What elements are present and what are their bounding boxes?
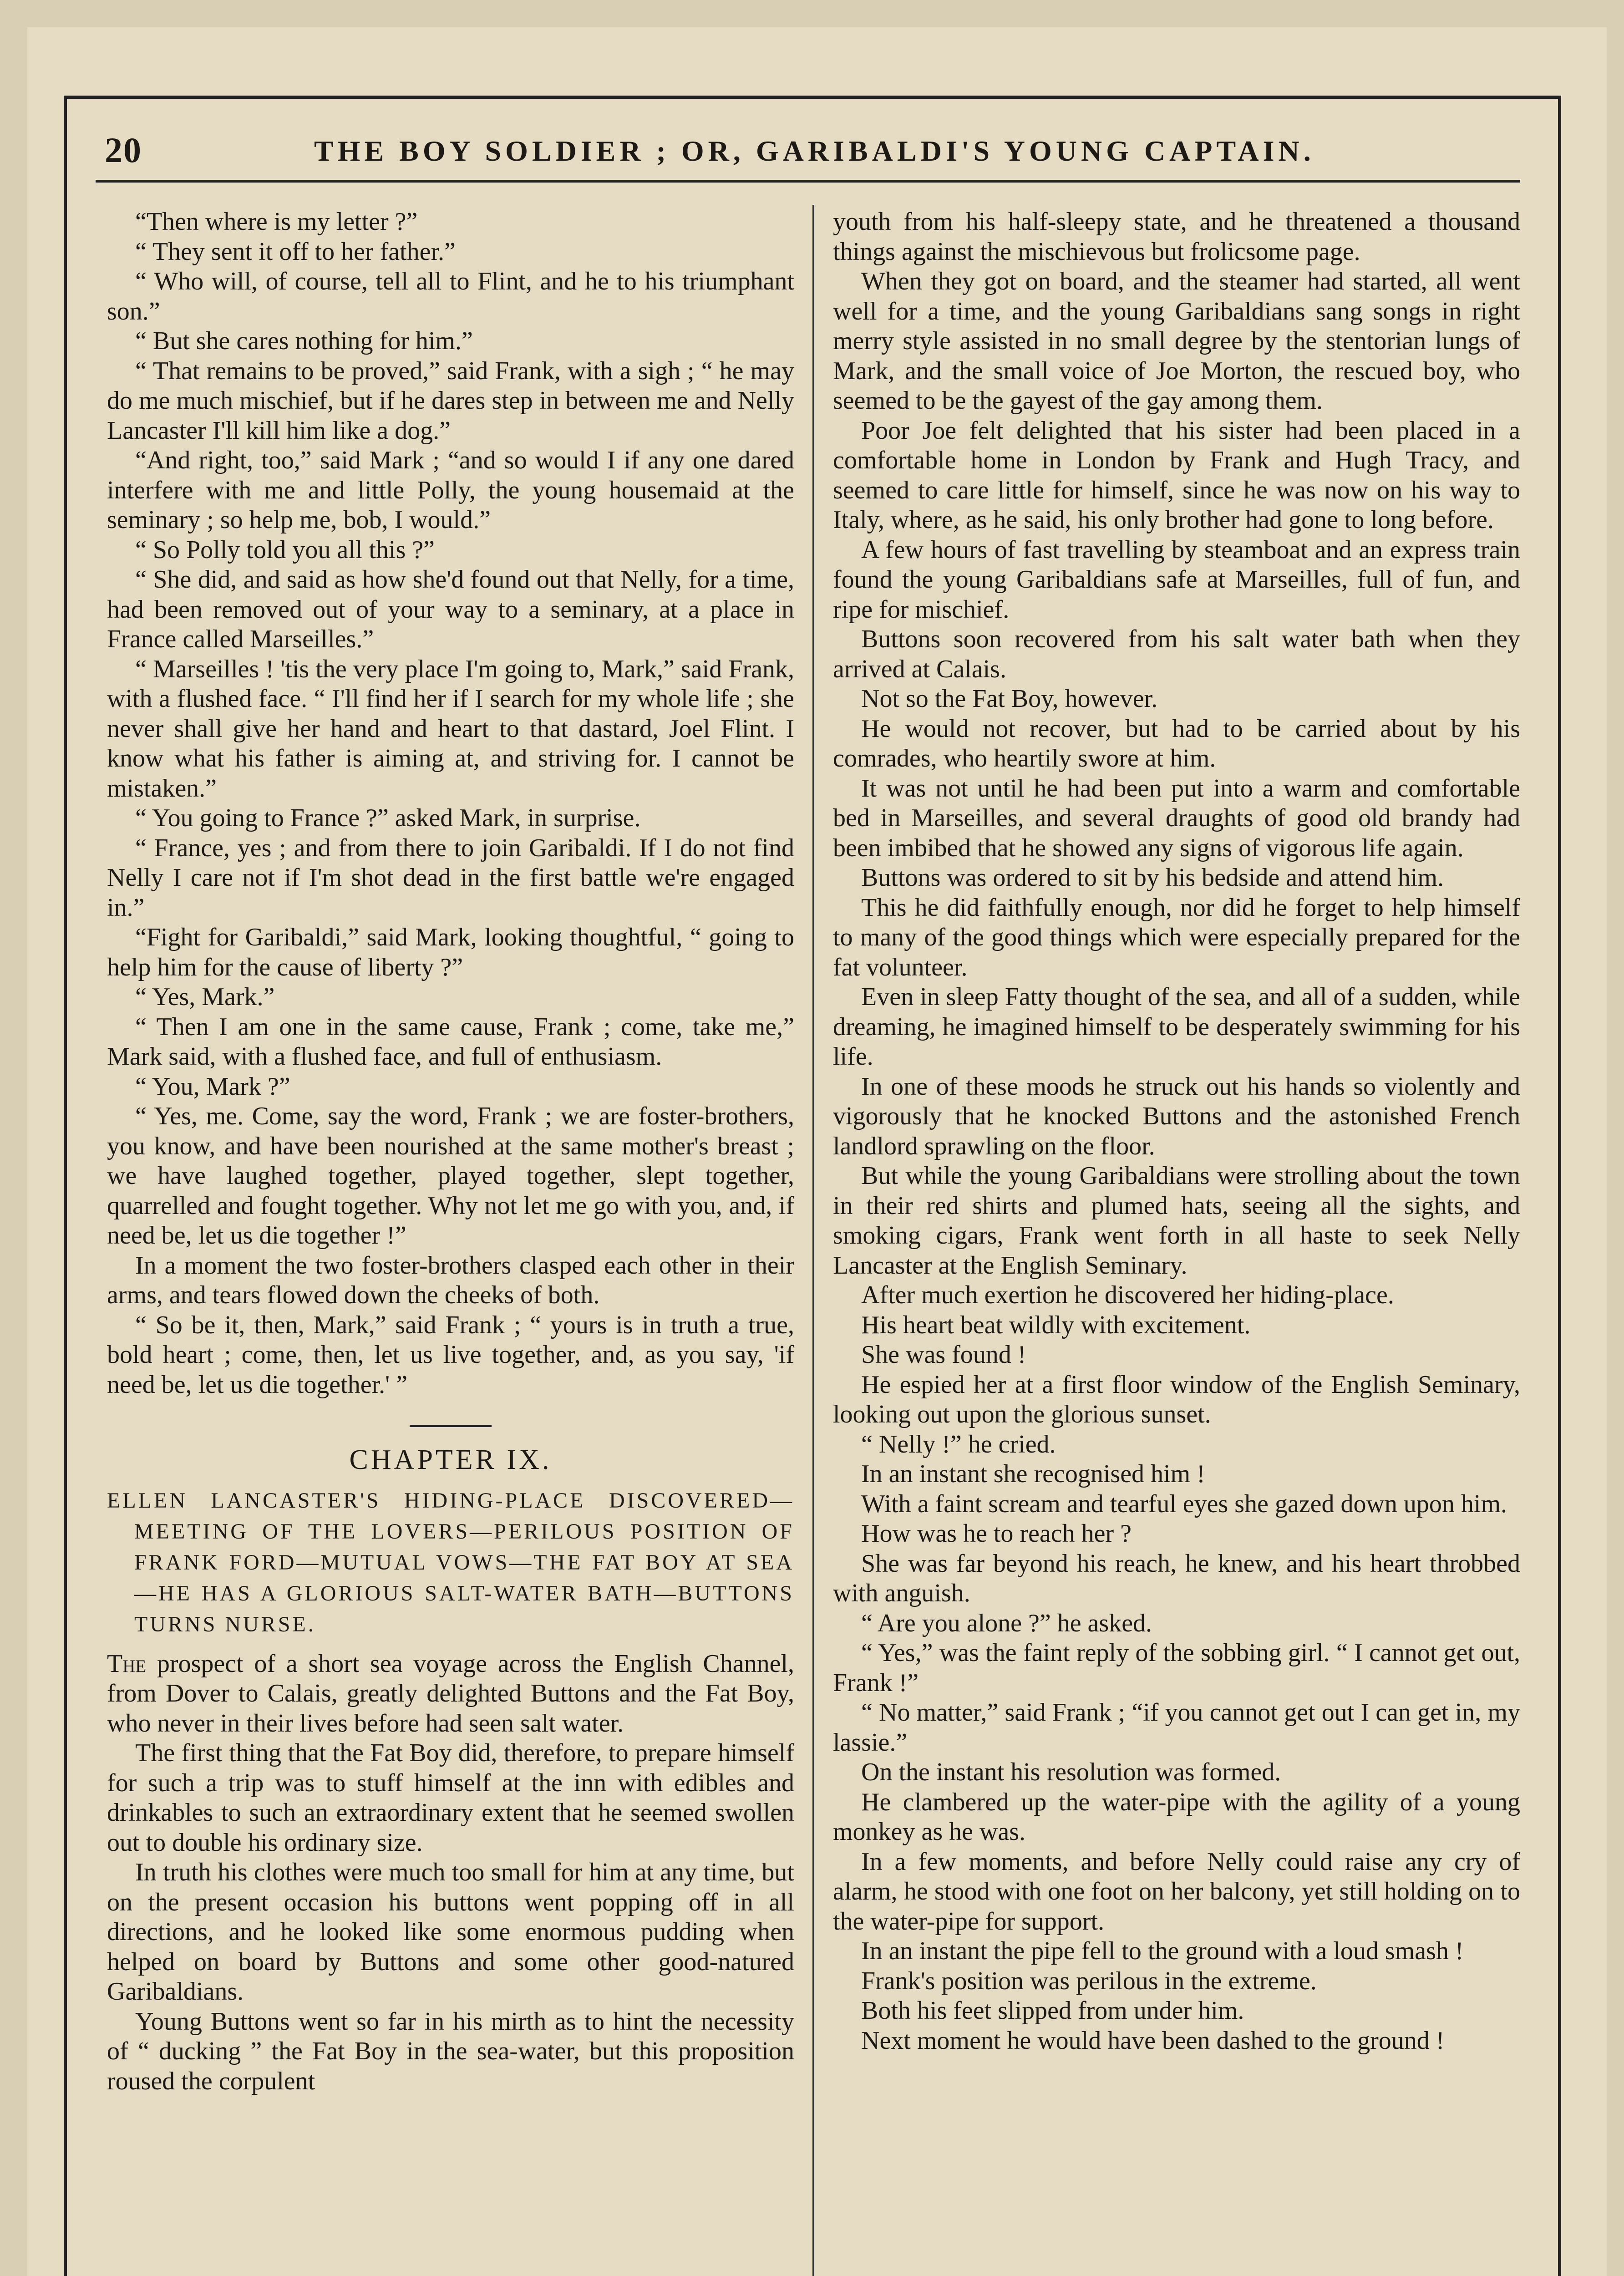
chapter-opening-text: prospect of a short sea voyage across the English Channel, from Dover to Calais, greatly delighted Buttons and the Fat Boy, who never in their lives before had seen salt water. — [107, 1649, 794, 1737]
paragraph: When they got on board, and the steamer had started, all went well for a time, and the young Garibaldians sang songs in right merry style assisted in no small degree by the stentorian lungs of Mark, and the small voice of Joe Morton, the rescued boy, who seemed to be the gayest of the gay among them. — [833, 267, 1520, 415]
paragraph: “ No matter,” said Frank ; “if you cannot get out I can get in, my lassie.” — [833, 1698, 1520, 1757]
right-column — [833, 207, 1520, 2056]
running-title: THE BOY SOLDIER ; OR, GARIBALDI'S YOUNG CAPTAIN. — [314, 135, 1315, 167]
paragraph: Buttons soon recovered from his salt water bath when they arrived at Calais. — [833, 625, 1520, 683]
paragraph: In a moment the two foster-brothers clasped each other in their arms, and tears flowed down the cheeks of both. — [107, 1251, 794, 1309]
chapter-opening-word: The — [107, 1649, 147, 1678]
header-rule — [96, 180, 1520, 183]
paragraph: A few hours of fast travelling by steamboat and an express train found the young Garibaldians safe at Marseilles, full of fun, and ripe for mischief. — [833, 535, 1520, 624]
chapter-synopsis: ELLEN LANCASTER'S HIDING-PLACE DISCOVERED—MEETING OF THE LOVERS—PERILOUS POSITION OF FRANK FORD—MUTUAL VOWS—THE FAT BOY AT SEA—HE HAS A GLORIOUS SALT-WATER BATH—BUTTONS TURNS NURSE. — [107, 1488, 794, 1636]
paragraph: She was far beyond his reach, he knew, and his heart throbbed with anguish. — [833, 1549, 1520, 1607]
left-column-text — [107, 207, 794, 1400]
chapter-body-text — [107, 1738, 794, 2096]
paragraph: In one of these moods he struck out his hands so violently and vigorously that he knocked Buttons and the astonished French landlord sprawling on the floor. — [833, 1072, 1520, 1160]
paragraph: Next moment he would have been dashed to the ground ! — [861, 2026, 1445, 2055]
paragraph: His heart beat wildly with excitement. — [861, 1311, 1251, 1339]
paragraph: He clambered up the water-pipe with the agility of a young monkey as he was. — [833, 1788, 1520, 1846]
paragraph: She was found ! — [861, 1341, 1026, 1369]
paragraph: “ She did, and said as how she'd found out that Nelly, for a time, had been removed out of your way to a seminary, at a place in France called Marseilles.” — [107, 565, 794, 653]
paragraph: Not so the Fat Boy, however. — [861, 685, 1158, 713]
chapter-separator-rule — [410, 1425, 492, 1427]
paragraph: “ That remains to be proved,” said Frank, with a sigh ; “ he may do me much mischief, but if he dares step in between me and Nelly Lancaster I'll kill him like a dog.” — [107, 356, 794, 445]
paragraph: “Then where is my letter ?” — [135, 208, 418, 236]
paragraph: “ So Polly told you all this ?” — [135, 535, 435, 564]
paragraph: “ You, Mark ?” — [135, 1072, 290, 1101]
paragraph: “ Yes,” was the faint reply of the sobbing girl. “ I cannot get out, Frank !” — [833, 1639, 1520, 1697]
paragraph: “ You going to France ?” asked Mark, in surprise. — [135, 804, 641, 832]
paragraph: It was not until he had been put into a warm and comfortable bed in Marseilles, and several draughts of good old brandy had been imbibed that he showed any signs of vigorous life again. — [833, 774, 1520, 862]
paragraph: This he did faithfully enough, nor did he forget to help himself to many of the good things which were especially prepared for the fat volunteer. — [833, 893, 1520, 981]
paragraph: In an instant she recognised him ! — [861, 1460, 1205, 1488]
paragraph: “ France, yes ; and from there to join Garibaldi. If I do not find Nelly I care not if I'm shot dead in the first battle we're engaged in.” — [107, 833, 794, 922]
column-divider — [812, 205, 814, 2276]
paragraph: In an instant the pipe fell to the ground with a loud smash ! — [861, 1937, 1464, 1965]
paragraph: With a faint scream and tearful eyes she gazed down upon him. — [861, 1489, 1507, 1518]
paragraph: In truth his clothes were much too small for him at any time, but on the present occasion his buttons went popping off in all directions, and he looked like some enormous pudding when helped on board by Buttons and some other good-natured Garibaldians. — [107, 1858, 794, 2006]
paragraph: But while the young Garibaldians were strolling about the town in their red shirts and plumed hats, seeing all the sights, and smoking cigars, Frank went forth in all haste to seek Nelly Lancaster at the English Seminary. — [833, 1162, 1520, 1280]
paragraph: “ Who will, of course, tell all to Flint, and he to his triumphant son.” — [107, 267, 794, 325]
chapter-title: CHAPTER IX. — [349, 1444, 552, 1475]
continued-paragraph: youth from his half-sleepy state, and he threatened a thousand things against the mischievous but frolicsome page. — [833, 208, 1520, 266]
left-column — [107, 207, 794, 2096]
chapter-opening-paragraph — [107, 1649, 794, 1739]
paragraph: “ But she cares nothing for him.” — [135, 327, 473, 355]
paragraph: How was he to reach her ? — [861, 1519, 1132, 1548]
paragraph: “ Marseilles ! 'tis the very place I'm going to, Mark,” said Frank, with a flushed face. “ I'll find her if I search for my whole life ; she never shall give her hand and heart to that dastard, Joel Flint. I know what his father is aiming at, and striving for. I cannot be mistaken.” — [107, 655, 794, 803]
paragraph: “ Nelly !” he cried. — [861, 1430, 1056, 1458]
paragraph: After much exertion he discovered her hiding-place. — [861, 1281, 1394, 1309]
paragraph: “ Yes, Mark.” — [135, 983, 275, 1011]
paragraph: The first thing that the Fat Boy did, therefore, to prepare himself for such a trip was to stuff himself at the inn with edibles and drinkables to such an extraordinary extent that he seemed swollen out to double his ordinary size. — [107, 1739, 794, 1857]
paragraph: “ So be it, then, Mark,” said Frank ; “ yours is in truth a true, bold heart ; come, then, let us live together, and, as you say, 'if need be, let us die together.' ” — [107, 1311, 794, 1399]
paragraph: Frank's position was perilous in the extreme. — [861, 1966, 1317, 1995]
paragraph: “Fight for Garibaldi,” said Mark, looking thoughtful, “ going to help him for the cause of liberty ?” — [107, 923, 794, 981]
paragraph: “ Then I am one in the same cause, Frank ; come, take me,” Mark said, with a flushed face, and full of enthusiasm. — [107, 1012, 794, 1071]
right-column-text — [833, 267, 1520, 2056]
paragraph: In a few moments, and before Nelly could raise any cry of alarm, he stood with one foot on her balcony, yet still holding on to the water-pipe for support. — [833, 1847, 1520, 1936]
paragraph: He espied her at a first floor window of the English Seminary, looking out upon the glorious sunset. — [833, 1370, 1520, 1428]
paragraph: Young Buttons went so far in his mirth as to hint the necessity of “ ducking ” the Fat Boy in the sea-water, but this proposition roused the corpulent — [107, 2007, 794, 2095]
paragraph: “ Yes, me. Come, say the word, Frank ; we are foster-brothers, you know, and have been nourished at the same mother's breast ; we have laughed together, played together, slept together, quarrelled and fought together. Why not let me go with you, and, if need be, let us die together !” — [107, 1102, 794, 1250]
paragraph: On the instant his resolution was formed. — [861, 1758, 1281, 1786]
paragraph: Poor Joe felt delighted that his sister had been placed in a comfortable home in London by Frank and Hugh Tracy, and seemed to care little for himself, since he was now on his way to Italy, where, as he said, his only brother had gone to long before. — [833, 416, 1520, 534]
paragraph: “ Are you alone ?” he asked. — [861, 1609, 1152, 1637]
paragraph: Buttons was ordered to sit by his bedside and attend him. — [861, 864, 1444, 892]
paragraph: “And right, too,” said Mark ; “and so would I if any one dared interfere with me and little Polly, the young housemaid at the seminary ; so help me, bob, I would.” — [107, 446, 794, 534]
page-header — [105, 130, 1525, 180]
page-number: 20 — [105, 130, 142, 170]
paragraph: Both his feet slipped from under him. — [861, 1997, 1244, 2025]
paragraph: Even in sleep Fatty thought of the sea, and all of a sudden, while dreaming, he imagined himself to be desperately swimming for his life. — [833, 983, 1520, 1071]
paragraph: “ They sent it off to her father.” — [135, 237, 456, 266]
paragraph: He would not recover, but had to be carried about by his comrades, who heartily swore at him. — [833, 714, 1520, 772]
